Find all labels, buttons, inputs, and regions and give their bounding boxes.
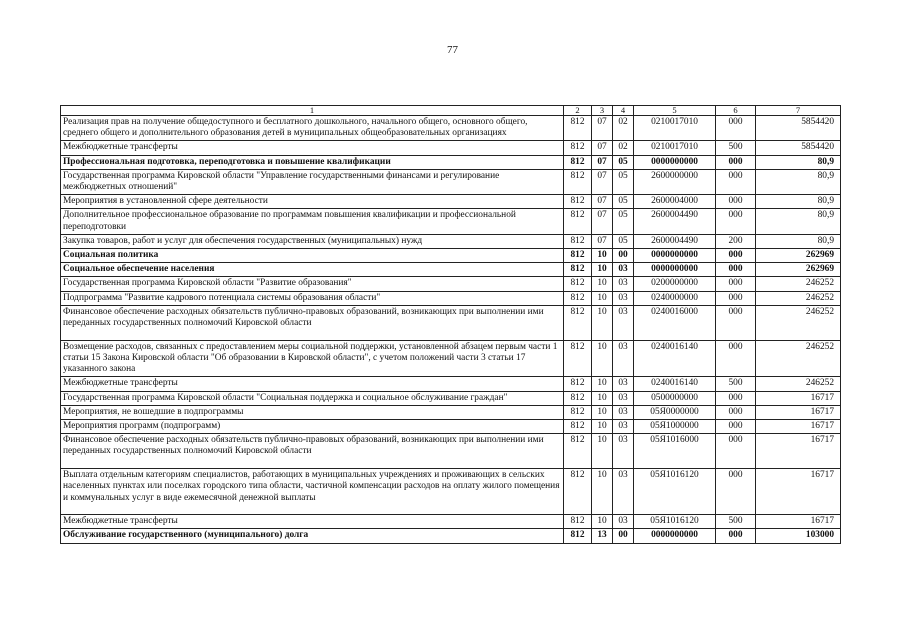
header-cell: 4 xyxy=(613,106,634,116)
admin-code-cell: 812 xyxy=(564,305,592,340)
amount-cell: 80,9 xyxy=(756,195,841,209)
description-cell: Выплата отдельным категориям специалистов, работающих в муниципальных учреждениях и проживающих в сельских населенных пунктах или поселках городского типа области, частичной компенсации расходов на оплату жилого помещения и коммунальных услуг в виде ежемесячной денежной выплаты xyxy=(61,469,564,515)
table-row xyxy=(61,529,841,543)
table-row xyxy=(61,234,841,248)
admin-code-cell: 812 xyxy=(564,155,592,169)
section-cell: 10 xyxy=(592,340,613,377)
description-cell: Государственная программа Кировской области "Социальная поддержка и социальное обслуживание граждан" xyxy=(61,391,564,405)
admin-code-cell: 812 xyxy=(564,291,592,305)
subsection-cell: 03 xyxy=(613,277,634,291)
description-cell: Социальная политика xyxy=(61,249,564,263)
section-cell: 07 xyxy=(592,116,613,141)
section-cell: 07 xyxy=(592,209,613,234)
subsection-cell: 05 xyxy=(613,234,634,248)
expense-type-cell: 000 xyxy=(716,116,756,141)
subsection-cell: 03 xyxy=(613,469,634,515)
amount-cell: 80,9 xyxy=(756,209,841,234)
subsection-cell: 03 xyxy=(613,263,634,277)
section-cell: 10 xyxy=(592,515,613,529)
admin-code-cell: 812 xyxy=(564,169,592,194)
expense-type-cell: 000 xyxy=(716,529,756,543)
section-cell: 10 xyxy=(592,291,613,305)
table-row xyxy=(61,391,841,405)
description-cell: Межбюджетные трансферты xyxy=(61,515,564,529)
amount-cell: 16717 xyxy=(756,420,841,434)
budget-table xyxy=(60,105,841,544)
target-article-cell: 05Я0000000 xyxy=(634,405,716,419)
target-article-cell: 05Я1016120 xyxy=(634,515,716,529)
section-cell: 13 xyxy=(592,529,613,543)
admin-code-cell: 812 xyxy=(564,529,592,543)
subsection-cell: 02 xyxy=(613,141,634,155)
target-article-cell: 0000000000 xyxy=(634,249,716,263)
target-article-cell: 0200000000 xyxy=(634,277,716,291)
header-cell: 5 xyxy=(634,106,716,116)
admin-code-cell: 812 xyxy=(564,209,592,234)
expense-type-cell: 000 xyxy=(716,195,756,209)
table-row xyxy=(61,305,841,340)
expense-type-cell: 000 xyxy=(716,249,756,263)
amount-cell: 16717 xyxy=(756,469,841,515)
expense-type-cell: 500 xyxy=(716,377,756,391)
table-row xyxy=(61,141,841,155)
table-row xyxy=(61,116,841,141)
admin-code-cell: 812 xyxy=(564,277,592,291)
description-cell: Межбюджетные трансферты xyxy=(61,141,564,155)
subsection-cell: 03 xyxy=(613,340,634,377)
description-cell: Обслуживание государственного (муниципального) долга xyxy=(61,529,564,543)
table-row xyxy=(61,469,841,515)
section-cell: 10 xyxy=(592,249,613,263)
subsection-cell: 03 xyxy=(613,405,634,419)
expense-type-cell: 000 xyxy=(716,209,756,234)
admin-code-cell: 812 xyxy=(564,377,592,391)
table-row xyxy=(61,420,841,434)
subsection-cell: 05 xyxy=(613,209,634,234)
target-article-cell: 0240016140 xyxy=(634,377,716,391)
admin-code-cell: 812 xyxy=(564,195,592,209)
expense-type-cell: 000 xyxy=(716,169,756,194)
subsection-cell: 00 xyxy=(613,249,634,263)
amount-cell: 246252 xyxy=(756,305,841,340)
description-cell: Закупка товаров, работ и услуг для обеспечения государственных (муниципальных) нужд xyxy=(61,234,564,248)
subsection-cell: 03 xyxy=(613,291,634,305)
target-article-cell: 0000000000 xyxy=(634,155,716,169)
subsection-cell: 05 xyxy=(613,195,634,209)
expense-type-cell: 000 xyxy=(716,340,756,377)
amount-cell: 5854420 xyxy=(756,141,841,155)
amount-cell: 16717 xyxy=(756,515,841,529)
table-row xyxy=(61,155,841,169)
expense-type-cell: 000 xyxy=(716,155,756,169)
subsection-cell: 03 xyxy=(613,391,634,405)
budget-table-body xyxy=(61,106,841,544)
header-cell: 1 xyxy=(61,106,564,116)
table-row xyxy=(61,291,841,305)
description-cell: Государственная программа Кировской области "Развитие образования" xyxy=(61,277,564,291)
amount-cell: 103000 xyxy=(756,529,841,543)
amount-cell: 16717 xyxy=(756,405,841,419)
admin-code-cell: 812 xyxy=(564,420,592,434)
section-cell: 10 xyxy=(592,405,613,419)
target-article-cell: 0240000000 xyxy=(634,291,716,305)
admin-code-cell: 812 xyxy=(564,340,592,377)
header-cell: 6 xyxy=(716,106,756,116)
target-article-cell: 0000000000 xyxy=(634,529,716,543)
section-cell: 10 xyxy=(592,305,613,340)
header-cell: 3 xyxy=(592,106,613,116)
description-cell: Профессиональная подготовка, переподготовка и повышение квалификации xyxy=(61,155,564,169)
subsection-cell: 03 xyxy=(613,434,634,469)
amount-cell: 262969 xyxy=(756,249,841,263)
expense-type-cell: 000 xyxy=(716,420,756,434)
amount-cell: 16717 xyxy=(756,391,841,405)
expense-type-cell: 000 xyxy=(716,434,756,469)
description-cell: Финансовое обеспечение расходных обязательств публично-правовых образований, возникающих при выполнении ими переданных государственных полномочий Кировской области xyxy=(61,434,564,469)
header-cell: 7 xyxy=(756,106,841,116)
table-row xyxy=(61,209,841,234)
description-cell: Подпрограмма "Развитие кадрового потенциала системы образования области" xyxy=(61,291,564,305)
admin-code-cell: 812 xyxy=(564,249,592,263)
expense-type-cell: 000 xyxy=(716,305,756,340)
amount-cell: 246252 xyxy=(756,340,841,377)
description-cell: Возмещение расходов, связанных с предоставлением меры социальной поддержки, установленной абзацем первым части 1 статьи 15 Закона Кировской области "Об образовании в Кировской области", с учетом положений части 3 статьи 17 указанного закона xyxy=(61,340,564,377)
section-cell: 10 xyxy=(592,263,613,277)
section-cell: 10 xyxy=(592,377,613,391)
page-number: 77 xyxy=(447,44,458,56)
admin-code-cell: 812 xyxy=(564,141,592,155)
subsection-cell: 03 xyxy=(613,377,634,391)
table-row xyxy=(61,195,841,209)
subsection-cell: 05 xyxy=(613,169,634,194)
table-row xyxy=(61,263,841,277)
target-article-cell: 2600004000 xyxy=(634,195,716,209)
admin-code-cell: 812 xyxy=(564,263,592,277)
table-row xyxy=(61,434,841,469)
target-article-cell: 0240016000 xyxy=(634,305,716,340)
amount-cell: 246252 xyxy=(756,291,841,305)
admin-code-cell: 812 xyxy=(564,469,592,515)
description-cell: Мероприятия, не вошедшие в подпрограммы xyxy=(61,405,564,419)
target-article-cell: 05Я1000000 xyxy=(634,420,716,434)
description-cell: Мероприятия программ (подпрограмм) xyxy=(61,420,564,434)
section-cell: 07 xyxy=(592,169,613,194)
admin-code-cell: 812 xyxy=(564,391,592,405)
description-cell: Реализация прав на получение общедоступного и бесплатного дошкольного, начального общего, основного общего, среднего общего и дополнительного образования детей в муниципальных общеобразовательных организациях xyxy=(61,116,564,141)
target-article-cell: 0210017010 xyxy=(634,116,716,141)
table-row xyxy=(61,169,841,194)
expense-type-cell: 000 xyxy=(716,391,756,405)
target-article-cell: 0500000000 xyxy=(634,391,716,405)
table-row xyxy=(61,277,841,291)
subsection-cell: 05 xyxy=(613,155,634,169)
expense-type-cell: 500 xyxy=(716,141,756,155)
table-row xyxy=(61,249,841,263)
admin-code-cell: 812 xyxy=(564,515,592,529)
description-cell: Социальное обеспечение населения xyxy=(61,263,564,277)
table-row xyxy=(61,405,841,419)
target-article-cell: 2600004490 xyxy=(634,234,716,248)
table-header-row xyxy=(61,106,841,116)
target-article-cell: 0000000000 xyxy=(634,263,716,277)
admin-code-cell: 812 xyxy=(564,116,592,141)
target-article-cell: 2600000000 xyxy=(634,169,716,194)
description-cell: Государственная программа Кировской области "Управление государственными финансами и регулирование межбюджетных отношений" xyxy=(61,169,564,194)
target-article-cell: 05Я1016120 xyxy=(634,469,716,515)
table-row xyxy=(61,515,841,529)
subsection-cell: 03 xyxy=(613,515,634,529)
table-row xyxy=(61,340,841,377)
section-cell: 10 xyxy=(592,469,613,515)
amount-cell: 80,9 xyxy=(756,155,841,169)
section-cell: 10 xyxy=(592,434,613,469)
subsection-cell: 00 xyxy=(613,529,634,543)
expense-type-cell: 200 xyxy=(716,234,756,248)
section-cell: 10 xyxy=(592,277,613,291)
description-cell: Дополнительное профессиональное образование по программам повышения квалификации и профессиональной переподготовки xyxy=(61,209,564,234)
target-article-cell: 0240016140 xyxy=(634,340,716,377)
description-cell: Мероприятия в установленной сфере деятельности xyxy=(61,195,564,209)
table-row xyxy=(61,377,841,391)
expense-type-cell: 500 xyxy=(716,515,756,529)
amount-cell: 262969 xyxy=(756,263,841,277)
admin-code-cell: 812 xyxy=(564,234,592,248)
section-cell: 10 xyxy=(592,420,613,434)
admin-code-cell: 812 xyxy=(564,434,592,469)
expense-type-cell: 000 xyxy=(716,291,756,305)
section-cell: 07 xyxy=(592,141,613,155)
target-article-cell: 0210017010 xyxy=(634,141,716,155)
section-cell: 10 xyxy=(592,391,613,405)
amount-cell: 246252 xyxy=(756,377,841,391)
expense-type-cell: 000 xyxy=(716,469,756,515)
section-cell: 07 xyxy=(592,234,613,248)
subsection-cell: 03 xyxy=(613,305,634,340)
amount-cell: 80,9 xyxy=(756,169,841,194)
description-cell: Финансовое обеспечение расходных обязательств публично-правовых образований, возникающих при выполнении ими переданных государственных полномочий Кировской области xyxy=(61,305,564,340)
subsection-cell: 02 xyxy=(613,116,634,141)
amount-cell: 80,9 xyxy=(756,234,841,248)
subsection-cell: 03 xyxy=(613,420,634,434)
expense-type-cell: 000 xyxy=(716,405,756,419)
section-cell: 07 xyxy=(592,195,613,209)
expense-type-cell: 000 xyxy=(716,277,756,291)
amount-cell: 5854420 xyxy=(756,116,841,141)
target-article-cell: 05Я1016000 xyxy=(634,434,716,469)
amount-cell: 16717 xyxy=(756,434,841,469)
amount-cell: 246252 xyxy=(756,277,841,291)
description-cell: Межбюджетные трансферты xyxy=(61,377,564,391)
admin-code-cell: 812 xyxy=(564,405,592,419)
section-cell: 07 xyxy=(592,155,613,169)
header-cell: 2 xyxy=(564,106,592,116)
expense-type-cell: 000 xyxy=(716,263,756,277)
target-article-cell: 2600004490 xyxy=(634,209,716,234)
